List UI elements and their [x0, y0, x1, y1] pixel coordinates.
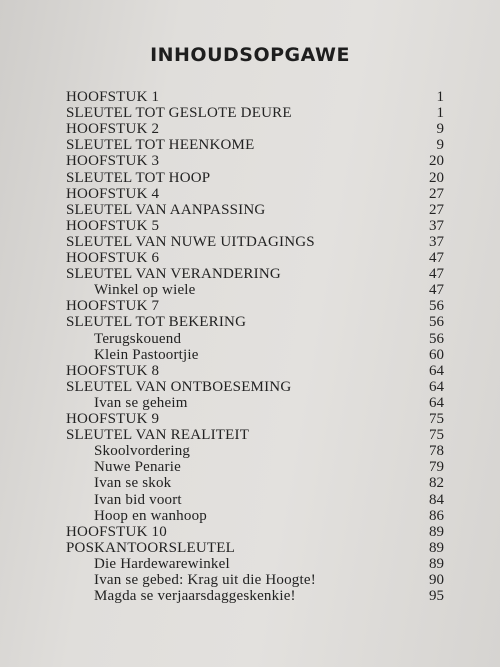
- toc-entry: [0, 395, 500, 411]
- toc-entry-page-number: 75: [429, 427, 444, 444]
- toc-entry-title: SLEUTEL VAN ONTBOESEMING: [66, 378, 292, 395]
- toc-entry-page-number: 84: [429, 491, 444, 508]
- toc-entry: [0, 572, 500, 588]
- toc-entry: [0, 314, 500, 330]
- toc-entry-page-number: 89: [429, 523, 444, 540]
- toc-entry-title: SLEUTEL VAN AANPASSING: [66, 201, 266, 218]
- toc-entry-page-number: 20: [429, 169, 444, 186]
- toc-entry: [0, 137, 500, 153]
- toc-entry-title: Terugskouend: [94, 330, 182, 347]
- toc-entry: [0, 266, 500, 282]
- toc-entry-page-number: 64: [429, 362, 444, 379]
- toc-entry-title: Ivan se gebed: Krag uit die Hoogte!: [94, 572, 316, 588]
- toc-entry-page-number: 89: [429, 539, 444, 556]
- toc-entry-title: SLEUTEL TOT BEKERING: [66, 314, 247, 331]
- toc-entry: [0, 89, 500, 105]
- toc-entry-page-number: 60: [429, 346, 444, 363]
- toc-entry-title: HOOFSTUK 8: [66, 362, 160, 379]
- toc-entry-title: HOOFSTUK 9: [66, 411, 160, 427]
- toc-entry-page-number: 56: [429, 330, 444, 347]
- toc-entry-title: Magda se verjaarsdaggeskenkie!: [94, 588, 296, 605]
- toc-entry-page-number: 79: [429, 459, 444, 476]
- toc-entry-title: HOOFSTUK 6: [66, 250, 160, 266]
- toc-entry-page-number: 47: [429, 282, 444, 299]
- toc-entry-page-number: 56: [429, 314, 444, 331]
- toc-entry-title: SLEUTEL TOT HOOP: [66, 169, 211, 186]
- toc-entry-page-number: 1: [436, 105, 444, 122]
- toc-entry-title: HOOFSTUK 5: [66, 217, 160, 234]
- toc-entry-title: Skoolvordering: [94, 443, 191, 460]
- toc-entry-title: SLEUTEL TOT GESLOTE DEURE: [66, 105, 292, 122]
- toc-entry-title: HOOFSTUK 1: [66, 89, 160, 105]
- toc-entry-page-number: 78: [429, 443, 444, 460]
- toc-entry: [0, 459, 500, 475]
- toc-entry-page-number: 64: [429, 378, 444, 395]
- toc-entry: [0, 492, 500, 508]
- toc-entry-page-number: 9: [436, 137, 444, 154]
- toc-entry: [0, 186, 500, 202]
- toc-entry: [0, 347, 500, 363]
- toc-entry-title: Hoop en wanhoop: [94, 507, 207, 524]
- toc-entry: [0, 202, 500, 218]
- toc-entry-page-number: 27: [429, 201, 444, 218]
- toc-entry: [0, 363, 500, 379]
- toc-entry-title: SLEUTEL VAN REALITEIT: [66, 427, 250, 444]
- toc-entry-title: HOOFSTUK 4: [66, 185, 160, 202]
- toc-entry-title: Die Hardewarewinkel: [94, 555, 230, 572]
- toc-entry-title: HOOFSTUK 10: [66, 523, 167, 540]
- toc-entry-page-number: 75: [429, 411, 444, 427]
- toc-entry: [0, 331, 500, 347]
- toc-entry-page-number: 47: [429, 266, 444, 283]
- toc-entry-page-number: 27: [429, 185, 444, 202]
- toc-entry: [0, 540, 500, 556]
- toc-entry: [0, 218, 500, 234]
- toc-entry-page-number: 37: [429, 217, 444, 234]
- toc-entry-page-number: 95: [429, 588, 444, 605]
- toc-entry: [0, 298, 500, 314]
- toc-entry: [0, 427, 500, 443]
- toc-entry-page-number: 9: [436, 121, 444, 138]
- toc-entry-page-number: 82: [429, 475, 444, 492]
- toc-entry: [0, 234, 500, 250]
- toc-entry-page-number: 37: [429, 233, 444, 250]
- toc-entry: [0, 153, 500, 169]
- toc-entry: [0, 170, 500, 186]
- toc-entry-title: Ivan bid voort: [94, 491, 182, 508]
- toc-entry: [0, 282, 500, 298]
- toc-entry-page-number: 1: [436, 89, 444, 105]
- toc-entry-page-number: 90: [429, 572, 444, 588]
- toc-entry: [0, 411, 500, 427]
- toc-entry: [0, 475, 500, 491]
- toc-entry-title: POSKANTOORSLEUTEL: [66, 539, 235, 556]
- toc-entry-title: Nuwe Penarie: [94, 459, 181, 476]
- toc-entry: [0, 588, 500, 604]
- toc-entry-title: Ivan se geheim: [94, 394, 188, 411]
- toc-entry: [0, 379, 500, 395]
- toc-entry-title: SLEUTEL VAN NUWE UITDAGINGS: [66, 233, 315, 250]
- toc-entry-title: HOOFSTUK 2: [66, 121, 160, 138]
- toc-entry-title: Ivan se skok: [94, 475, 172, 492]
- toc-entry-page-number: 56: [429, 298, 444, 315]
- toc-entry-title: Winkel op wiele: [94, 282, 196, 299]
- toc-entry-page-number: 47: [429, 250, 444, 266]
- toc-entry: [0, 443, 500, 459]
- toc-entry-page-number: 89: [429, 555, 444, 572]
- toc-entry-page-number: 20: [429, 153, 444, 170]
- toc-entry-title: SLEUTEL TOT HEENKOME: [66, 137, 255, 154]
- page-title: INHOUDSOPGAWE: [150, 44, 350, 66]
- toc-entry-page-number: 64: [429, 394, 444, 411]
- toc-entry-title: HOOFSTUK 7: [66, 298, 160, 315]
- toc-entry: [0, 524, 500, 540]
- toc-entry-page-number: 86: [429, 507, 444, 524]
- toc-entry-title: SLEUTEL VAN VERANDERING: [66, 266, 281, 283]
- toc-entry-title: Klein Pastoortjie: [94, 346, 199, 363]
- toc-entry: [0, 508, 500, 524]
- toc-entry: [0, 556, 500, 572]
- toc-entry: [0, 105, 500, 121]
- toc-entry-title: HOOFSTUK 3: [66, 153, 160, 170]
- toc-entry: [0, 250, 500, 266]
- toc-entry: [0, 121, 500, 137]
